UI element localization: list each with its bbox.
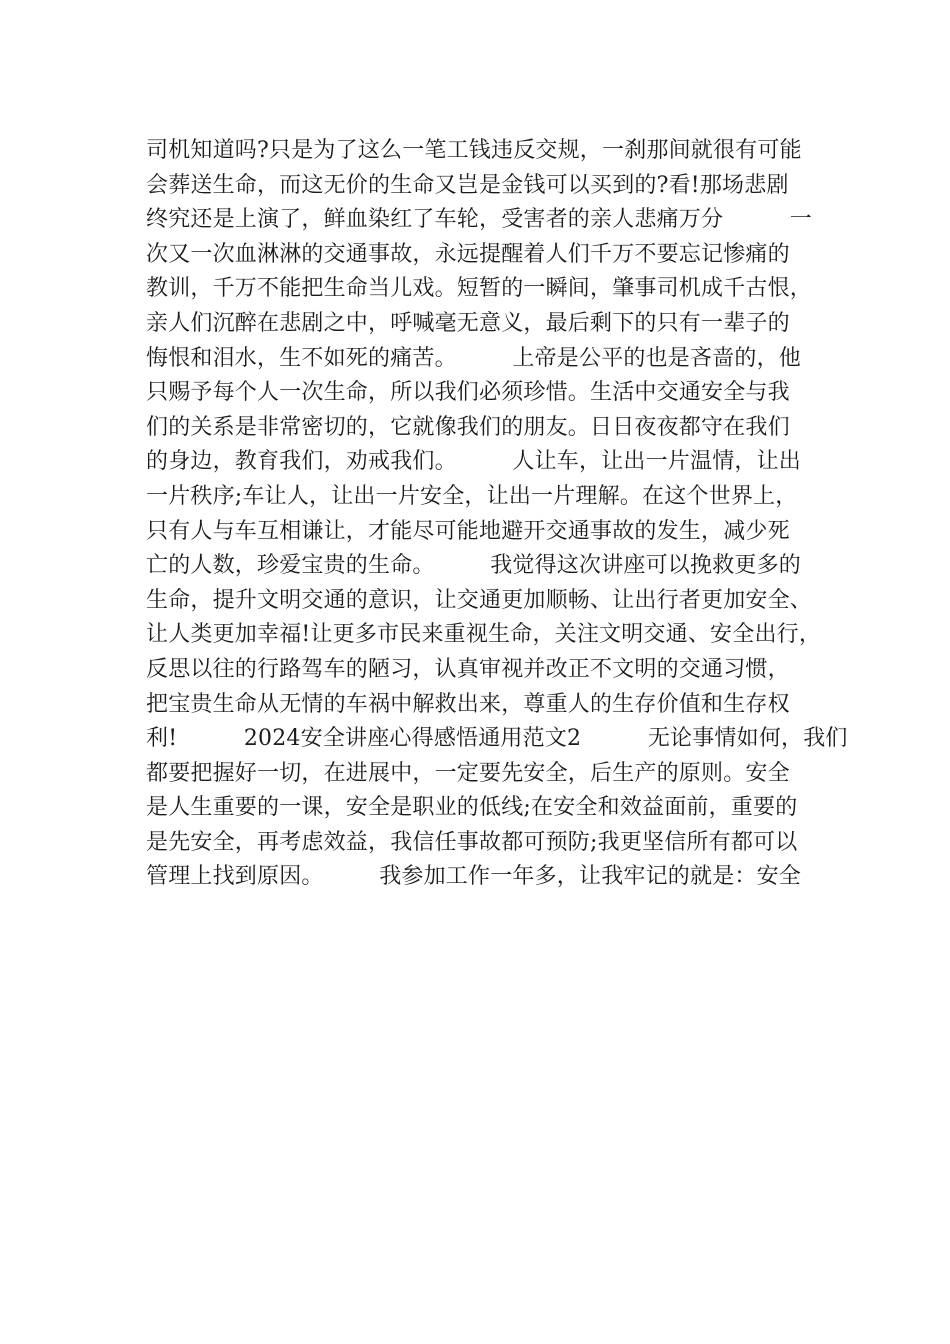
text-line-6: 亲人们沉醉在悲剧之中，呼喊毫无意义，最后剩下的只有一辈子的 (146, 310, 790, 336)
text-line-20: 是人生重要的一课，安全是职业的低线;在安全和效益面前，重要的 (146, 795, 798, 821)
text-line-11: 一片秩序;车让人，让出一片安全，让出一片理解。在这个世界上， (146, 483, 798, 509)
text-line-4: 次又一次血淋淋的交通事故，永远提醒着人们千万不要忘记惨痛的 (146, 241, 790, 267)
text-line-5: 教训，千万不能把生命当儿戏。短暂的一瞬间，肇事司机成千古恨， (146, 276, 813, 302)
text-line-2: 会葬送生命，而这无价的生命又岂是金钱可以买到的?看!那场悲剧 (146, 172, 789, 198)
text-line-12: 只有人与车互相谦让，才能尽可能地避开交通事故的发生，减少死 (146, 518, 790, 544)
text-line-16: 反思以往的行路驾车的陋习，认真审视并改正不文明的交通习惯， (146, 656, 790, 682)
text-line-18: 利! 2024安全讲座心得感悟通用范文2 无论事情如何，我们 (146, 726, 848, 752)
text-line-7: 悔恨和泪水，生不如死的痛苦。 上帝是公平的也是吝啬的，他 (146, 345, 802, 371)
text-line-19: 都要把握好一切，在进展中，一定要先安全，后生产的原则。安全 (146, 760, 790, 786)
text-line-8: 只赐予每个人一次生命，所以我们必须珍惜。生活中交通安全与我 (146, 380, 790, 406)
text-line-21: 是先安全，再考虑效益，我信任事故都可预防;我更坚信所有都可以 (146, 829, 798, 855)
text-line-17: 把宝贵生命从无情的车祸中解救出来，尊重人的生存价值和生存权 (146, 691, 790, 717)
text-line-3: 终究还是上演了，鲜血染红了车轮，受害者的亲人悲痛万分 一 (146, 207, 813, 233)
text-line-15: 让人类更加幸福!让更多市民来重视生命，关注文明交通、安全出行， (146, 622, 822, 648)
text-line-10: 的身边，教育我们，劝戒我们。 人让车，让出一片温情，让出 (146, 449, 802, 475)
text-line-14: 生命，提升文明交通的意识，让交通更加顺畅、让出行者更加安全、 (146, 587, 813, 613)
text-line-9: 们的关系是非常密切的，它就像我们的朋友。日日夜夜都守在我们 (146, 414, 790, 440)
text-line-22: 管理上找到原因。 我参加工作一年多，让我牢记的就是：安全 (146, 864, 802, 890)
text-line-13: 亡的人数，珍爱宝贵的生命。 我觉得这次讲座可以挽救更多的 (146, 553, 802, 579)
body-text (146, 134, 848, 895)
text-line-1: 司机知道吗?只是为了这么一笔工钱违反交规，一刹那间就很有可能 (146, 138, 802, 163)
